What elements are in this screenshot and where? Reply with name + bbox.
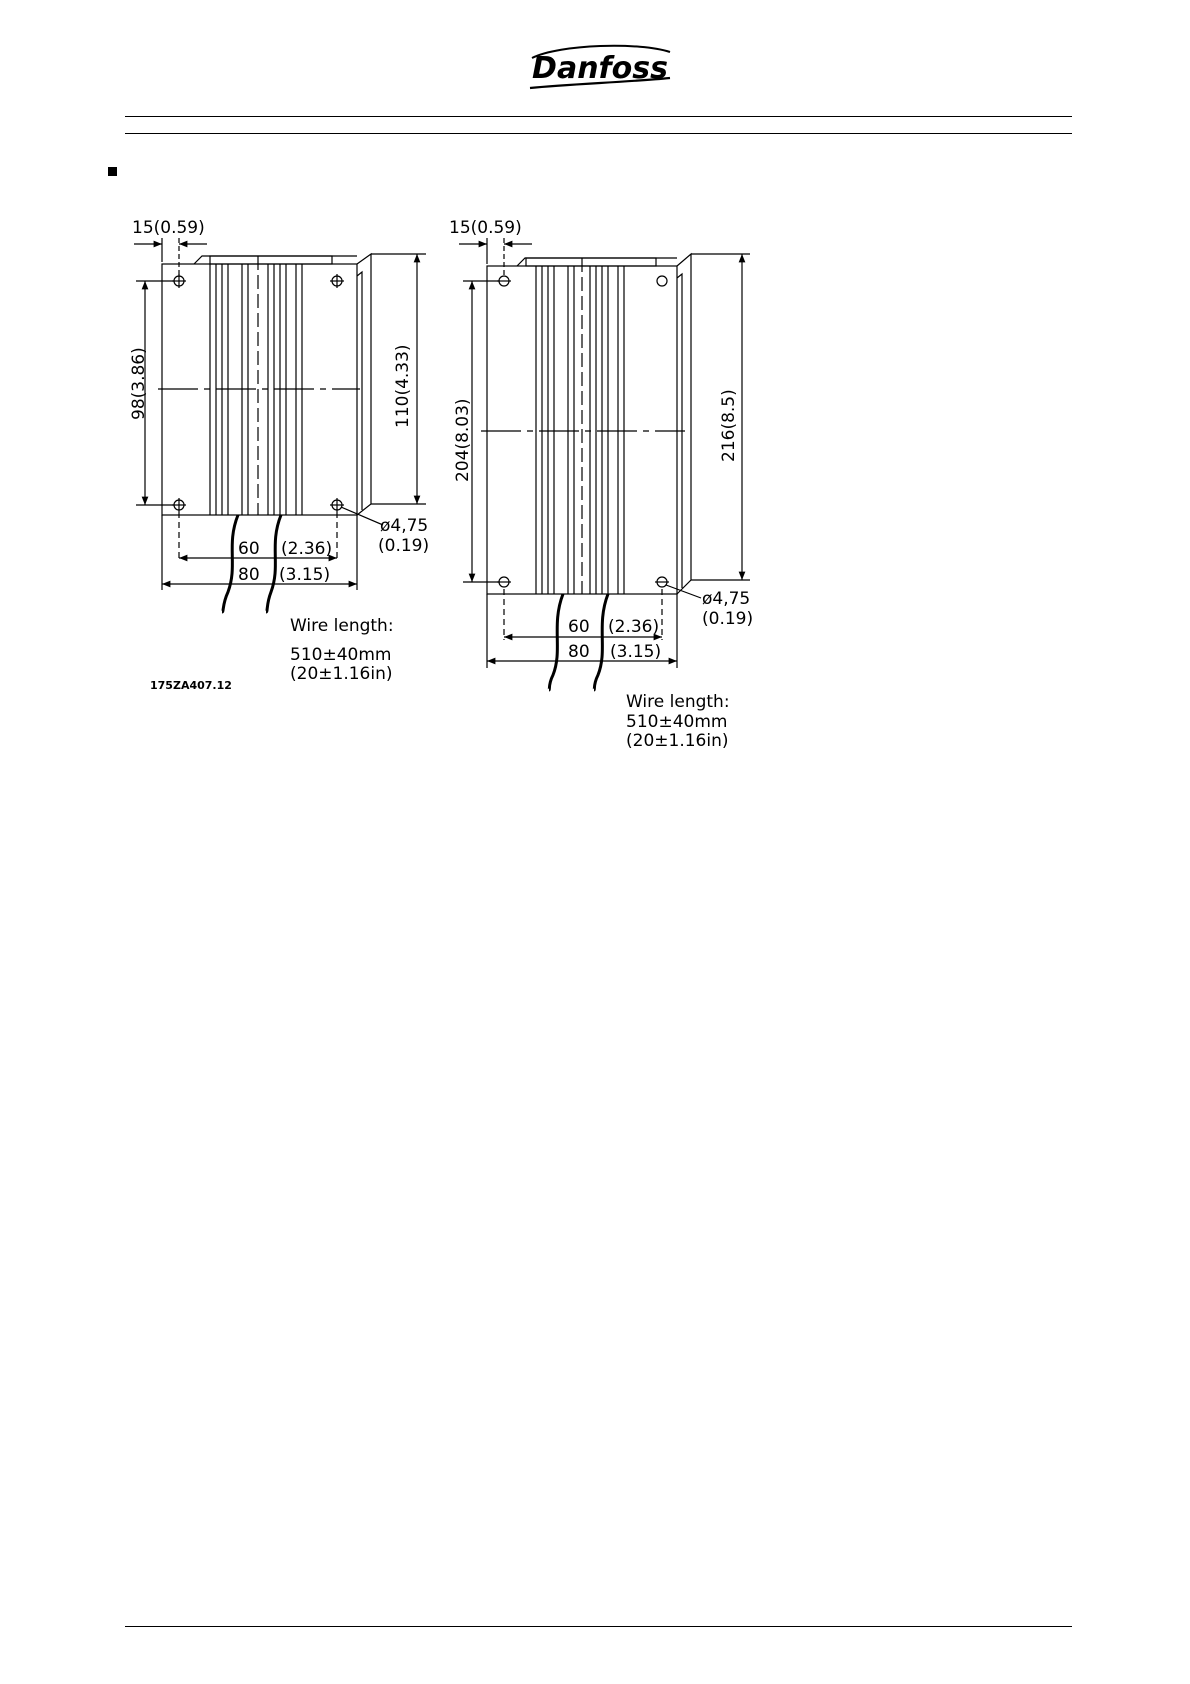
- cooling-fins-large: [536, 266, 624, 594]
- wire: [594, 594, 608, 690]
- mount-hole: [657, 276, 667, 286]
- left-dim-hole-spacing: 98(3.86): [129, 347, 149, 420]
- right-drawing-labels: [449, 218, 753, 751]
- right-wire-in: (20±1.16in): [626, 731, 729, 751]
- left-dim-w80-in: (3.15): [279, 565, 331, 585]
- right-dim-top: 15(0.59): [449, 218, 522, 238]
- drawing-id: 175ZA407.12: [150, 679, 232, 692]
- right-dim-w60-in: (2.36): [608, 617, 660, 637]
- wire: [222, 515, 238, 612]
- wire: [266, 515, 281, 612]
- left-drawing-labels: [129, 218, 429, 692]
- right-dim-w60: 60: [568, 617, 590, 637]
- right-dim-height: 216(8.5): [719, 389, 739, 462]
- wire: [549, 594, 563, 690]
- left-wire-in: (20±1.16in): [290, 664, 393, 684]
- left-dim-hole-dia-in: (0.19): [378, 536, 430, 556]
- logo-wordmark: Danfoss: [532, 51, 668, 86]
- right-wire-mm: 510±40mm: [626, 712, 728, 732]
- left-dim-hole-dia: ø4,75: [380, 516, 429, 536]
- right-dim-w80: 80: [568, 642, 590, 662]
- right-wire-label: Wire length:: [626, 692, 730, 712]
- left-wire-mm: 510±40mm: [290, 645, 392, 665]
- left-dim-top: 15(0.59): [132, 218, 205, 238]
- left-dim-w80: 80: [238, 565, 260, 585]
- left-dim-w60: 60: [238, 539, 260, 559]
- left-dim-height: 110(4.33): [393, 344, 413, 428]
- left-dim-w60-in: (2.36): [281, 539, 333, 559]
- right-dim-hole-spacing: 204(8.03): [453, 398, 473, 482]
- right-dim-hole-dia-in: (0.19): [702, 609, 754, 629]
- left-wire-label: Wire length:: [290, 616, 394, 636]
- right-dim-w80-in: (3.15): [610, 642, 662, 662]
- right-dim-hole-dia: ø4,75: [702, 589, 751, 609]
